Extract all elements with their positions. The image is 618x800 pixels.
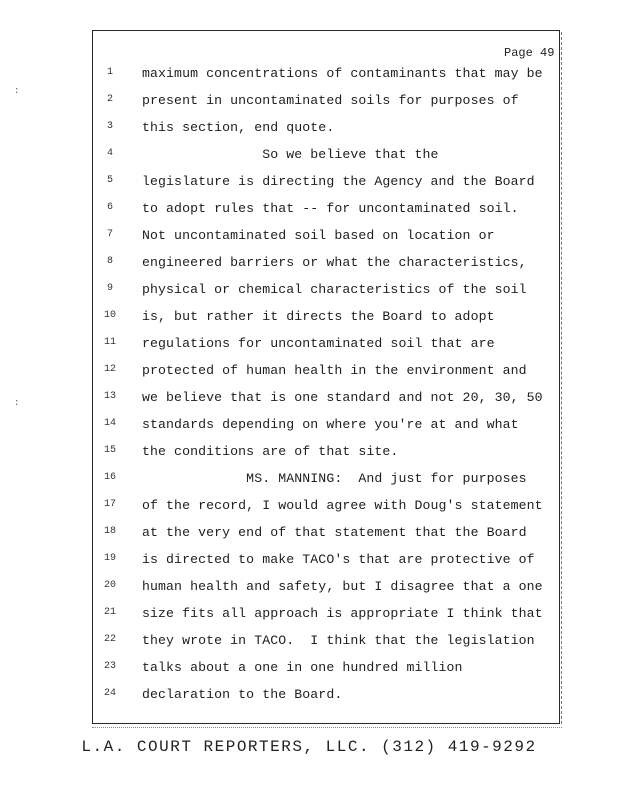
transcript-line: the conditions are of that site.	[142, 444, 399, 459]
transcript-line: size fits all approach is appropriate I think that	[142, 606, 543, 621]
transcript-line: MS. MANNING: And just for purposes	[142, 471, 527, 486]
transcript-line: they wrote in TACO. I think that the legislation	[142, 633, 535, 648]
line-number: 13	[103, 391, 116, 402]
line-number: 4	[106, 148, 113, 159]
line-number: 22	[103, 634, 116, 645]
line-number: 1	[106, 67, 113, 78]
transcript-line: physical or chemical characteristics of the soil	[142, 282, 527, 297]
margin-mark: :	[14, 86, 20, 96]
transcript-line: legislature is directing the Agency and the Board	[142, 174, 535, 189]
line-number: 23	[103, 661, 116, 672]
transcript-line: regulations for uncontaminated soil that are	[142, 336, 495, 351]
transcript-line: present in uncontaminated soils for purposes of	[142, 93, 519, 108]
transcript-line: this section, end quote.	[142, 120, 335, 135]
page-number: Page 49	[504, 46, 555, 60]
line-number: 3	[106, 121, 113, 132]
line-number: 7	[106, 229, 113, 240]
transcript-line: protected of human health in the environment and	[142, 363, 527, 378]
transcript-line: is, but rather it directs the Board to adopt	[142, 309, 495, 324]
line-number: 21	[103, 607, 116, 618]
transcript-line: human health and safety, but I disagree that a one	[142, 579, 543, 594]
margin-mark: :	[14, 398, 20, 408]
transcript-line: So we believe that the	[142, 147, 439, 162]
line-number: 16	[103, 472, 116, 483]
line-number: 10	[103, 310, 116, 321]
right-margin-rule	[561, 32, 562, 724]
bottom-margin-rule	[92, 727, 562, 728]
transcript-line: declaration to the Board.	[142, 687, 343, 702]
transcript-line: we believe that is one standard and not 20, 30, 50	[142, 390, 543, 405]
transcript-line: at the very end of that statement that the Board	[142, 525, 527, 540]
transcript-line: of the record, I would agree with Doug's statement	[142, 498, 543, 513]
transcript-line: to adopt rules that -- for uncontaminated soil.	[142, 201, 519, 216]
line-number: 18	[103, 526, 116, 537]
line-number: 17	[103, 499, 116, 510]
line-number: 14	[103, 418, 116, 429]
transcript-line: Not uncontaminated soil based on location or	[142, 228, 495, 243]
transcript-line: engineered barriers or what the characteristics,	[142, 255, 527, 270]
transcript-line: is directed to make TACO's that are protective of	[142, 552, 535, 567]
line-number: 5	[106, 175, 113, 186]
transcript-line: maximum concentrations of contaminants that may be	[142, 66, 543, 81]
line-number: 12	[103, 364, 116, 375]
line-number: 6	[106, 202, 113, 213]
line-number: 2	[106, 94, 113, 105]
line-number: 11	[103, 337, 116, 348]
line-number: 9	[106, 283, 113, 294]
transcript-line: standards depending on where you're at and what	[142, 417, 519, 432]
line-number: 8	[106, 256, 113, 267]
transcript-line: talks about a one in one hundred million	[142, 660, 463, 675]
court-reporter-footer: L.A. COURT REPORTERS, LLC. (312) 419-9292	[81, 738, 537, 756]
line-number: 20	[103, 580, 116, 591]
line-number: 24	[103, 688, 116, 699]
line-number: 15	[103, 445, 116, 456]
line-number: 19	[103, 553, 116, 564]
